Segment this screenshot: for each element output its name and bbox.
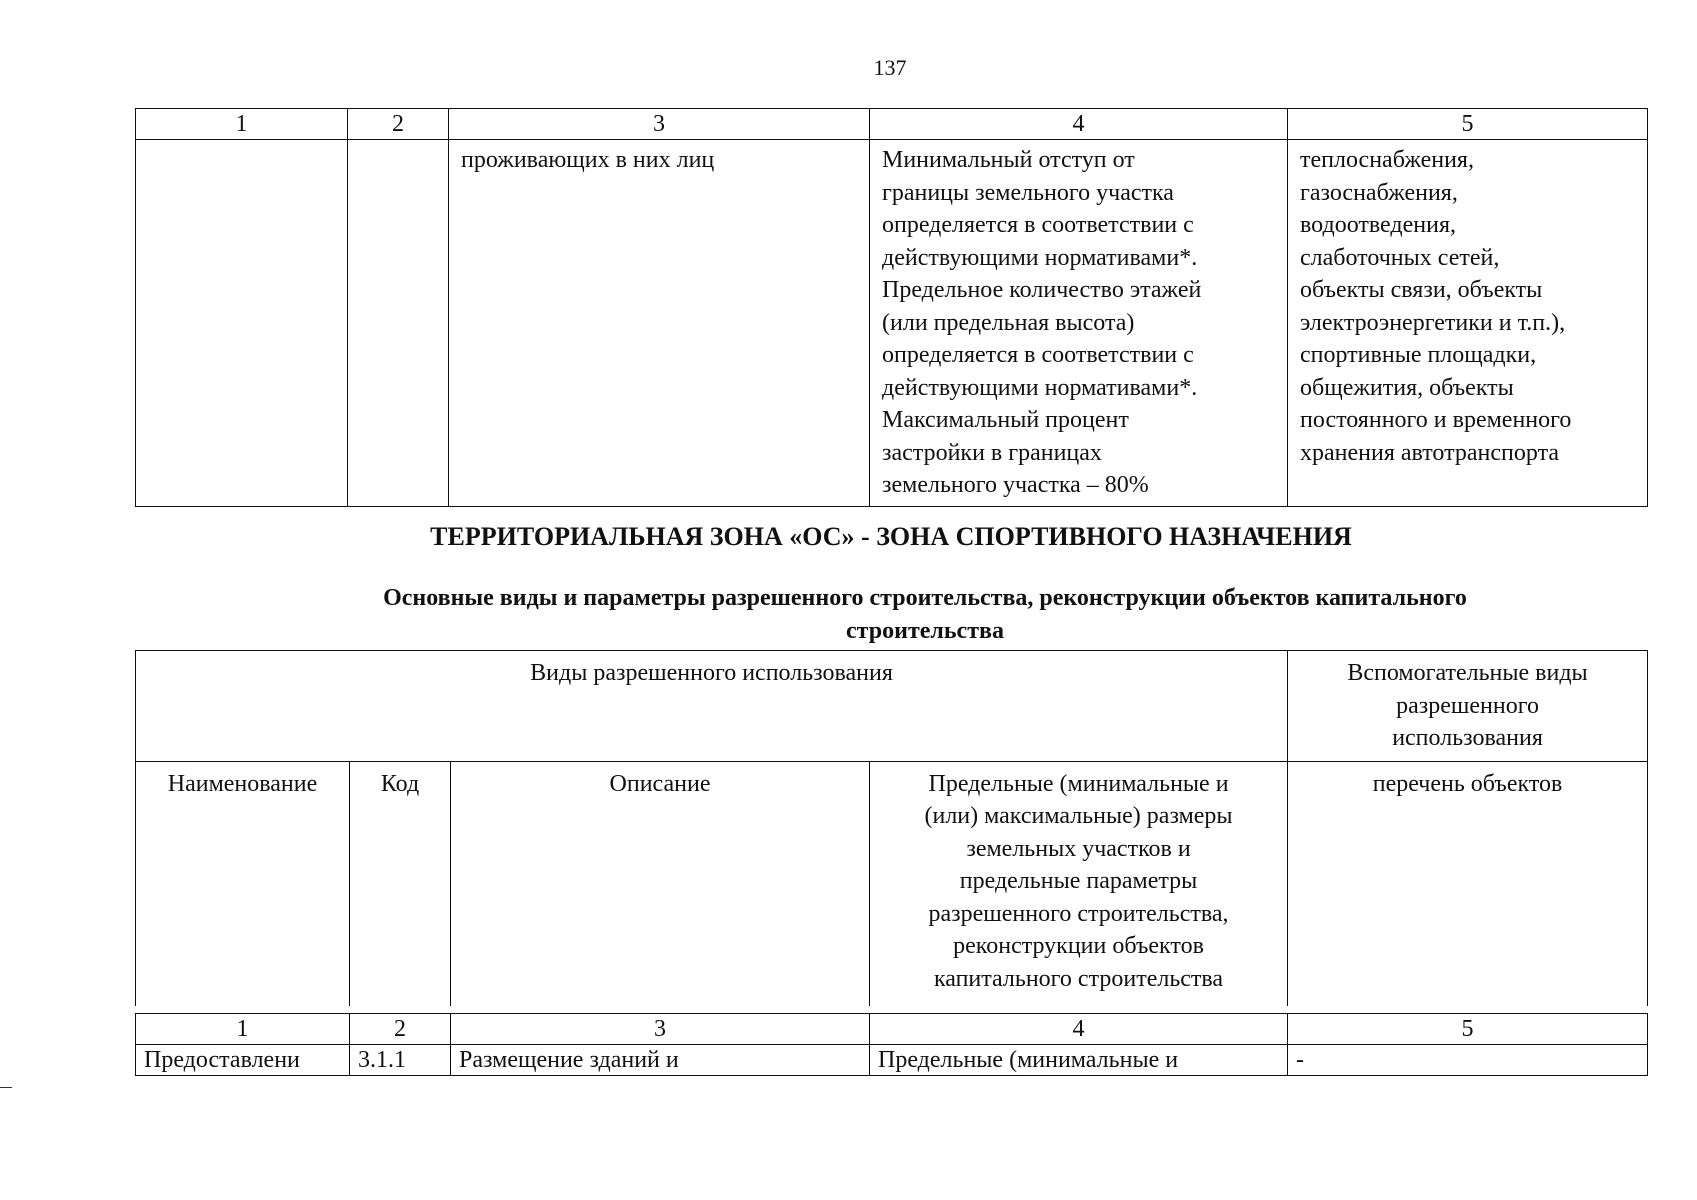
column-header-objects: перечень объектов [1288, 761, 1648, 1006]
text-line: определяется в соответствии с [882, 342, 1194, 368]
text-line: общежития, объекты [1300, 374, 1514, 401]
text-line: Предельные (минимальные и [928, 770, 1229, 797]
cell-parameters: Предельные (минимальные и [870, 1045, 1288, 1076]
text-line: действующими нормативами*. [882, 374, 1198, 401]
text-line: капитального строительства [933, 965, 1224, 992]
text-line: земельного участка – 80% [882, 472, 1149, 498]
column-header-name: Наименование [136, 761, 350, 1006]
text-line: определяется в соответствии с [882, 212, 1194, 238]
cell-objects: - [1288, 1045, 1648, 1076]
column-number: 3 [449, 109, 870, 140]
text-line: использования [1392, 725, 1543, 751]
column-number: 5 [1288, 1014, 1648, 1045]
margin-mark [0, 1087, 12, 1088]
text-line: разрешенного строительства, [928, 900, 1229, 927]
text-line: слаботочных сетей, [1300, 244, 1500, 271]
text-line: (или предельная высота) [882, 309, 1135, 336]
text-line: газоснабжения, [1300, 179, 1458, 206]
text-line: водоотведения, [1300, 212, 1456, 238]
text-line: границы земельного участка [882, 179, 1174, 206]
text-line: Предельное количество этажей [882, 277, 1202, 303]
continuation-table [135, 108, 1648, 507]
cell-objects [1288, 140, 1648, 507]
text-line: действующими нормативами*. [882, 244, 1198, 271]
cell-name: Предоставлени [136, 1045, 350, 1076]
text-line: разрешенного [1396, 692, 1539, 719]
subtitle-line: строительства [846, 618, 1004, 644]
table-row [136, 1045, 1648, 1076]
zone-data-table [135, 1013, 1648, 1076]
cell-name [136, 140, 348, 507]
cell-code: 3.1.1 [350, 1045, 451, 1076]
column-number: 3 [451, 1014, 870, 1045]
cell-description: Размещение зданий и [451, 1045, 870, 1076]
subtitle-line: Основные виды и параметры разрешенного строительства, реконструкции объектов капитального [383, 585, 1467, 611]
column-number: 2 [350, 1014, 451, 1045]
column-header-parameters [870, 761, 1288, 1006]
table-row [136, 140, 1648, 507]
text-line: Вспомогательные виды [1347, 660, 1588, 686]
text-line: застройки в границах [882, 439, 1102, 466]
section-subtitle [270, 582, 1580, 648]
cell-code [348, 140, 449, 507]
auxiliary-use-header [1288, 651, 1648, 762]
page-number: 137 [873, 55, 907, 80]
column-header-code: Код [350, 761, 451, 1006]
column-number: 4 [870, 109, 1288, 140]
text-line: (или) максимальные) размеры [924, 803, 1233, 829]
column-header-row [136, 761, 1648, 1006]
text-line: теплоснабжения, [1300, 147, 1474, 173]
text-line: спортивные площадки, [1300, 342, 1537, 368]
text-line: реконструкции объектов [953, 933, 1204, 959]
text-line: объекты связи, объекты [1300, 277, 1543, 303]
text-line: электроэнергетики и т.п.), [1300, 309, 1566, 336]
column-header-description: Описание [451, 761, 870, 1006]
cell-parameters [870, 140, 1288, 507]
text-line: Максимальный процент [882, 407, 1129, 433]
column-number: 1 [136, 109, 348, 140]
column-number: 1 [136, 1014, 350, 1045]
zone-title: ТЕРРИТОРИАЛЬНАЯ ЗОНА «ОС» - ЗОНА СПОРТИВНОГО НАЗНАЧЕНИЯ [430, 522, 1352, 551]
permitted-use-group-header: Виды разрешенного использования [136, 651, 1288, 762]
column-number: 4 [870, 1014, 1288, 1045]
column-number-row [136, 109, 1648, 140]
group-header-row [136, 651, 1648, 762]
cell-description: проживающих в них лиц [449, 140, 870, 507]
text-line: земельных участков и [966, 835, 1191, 862]
text-line: хранения автотранспорта [1300, 439, 1560, 466]
column-number-row [136, 1014, 1648, 1045]
text-line: Минимальный отступ от [882, 147, 1135, 173]
column-number: 2 [348, 109, 449, 140]
text-line: предельные параметры [959, 868, 1198, 894]
text-line: постоянного и временного [1300, 407, 1572, 433]
zone-header-table [135, 650, 1648, 1006]
column-number: 5 [1288, 109, 1648, 140]
